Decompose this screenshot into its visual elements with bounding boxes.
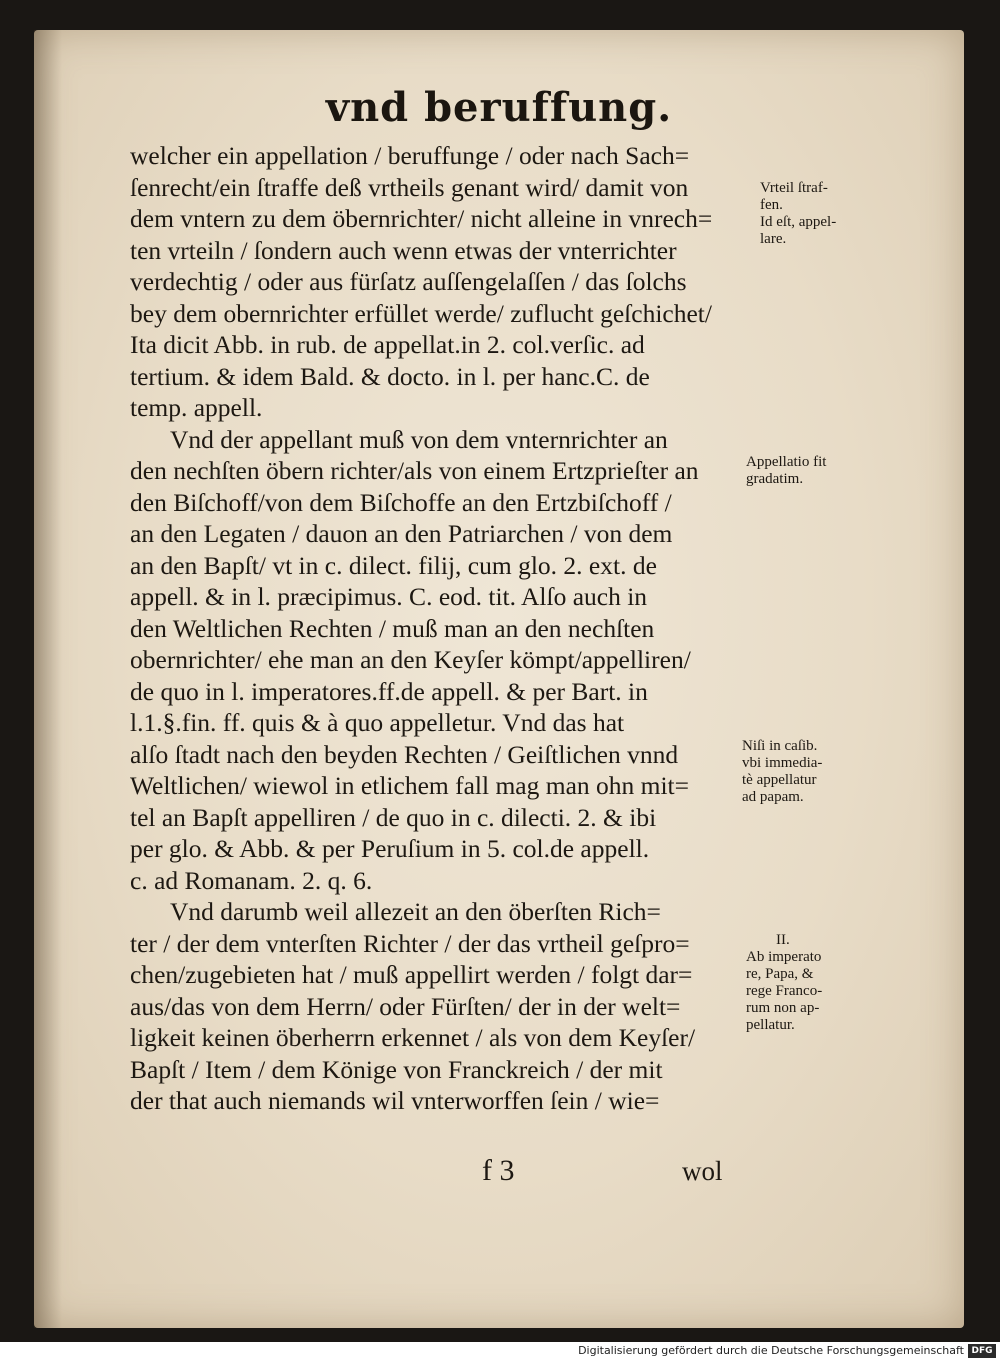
body-line: bey dem obernrichter erfüllet werde/ zuflucht geſchichet/	[130, 298, 712, 328]
body-line: Bapſt / Item / dem Könige von Franckreich / der mit	[130, 1054, 663, 1084]
marginal-note-line: tè appellatur	[742, 772, 817, 788]
body-line: Ita dicit Abb. in rub. de appellat.in 2. col.verſic. ad	[130, 330, 645, 359]
dfg-logo-icon: DFG	[968, 1344, 996, 1358]
body-line: der that auch niemands wil vnterworffen ſein / wie=	[130, 1086, 660, 1115]
footer-credit: Digitalisierung gefördert durch die Deutsche Forschungsgemeinschaft	[578, 1344, 964, 1357]
body-text	[130, 140, 750, 1117]
marginal-note-line: Ab imperato	[746, 949, 822, 965]
body-line: an den Bapſt/ vt in c. dilect. filij, cum glo. 2. ext. de	[130, 550, 657, 580]
body-line: dem vntern zu dem öbernrichter/ nicht alleine in vnrech=	[130, 204, 713, 233]
marginal-note	[746, 454, 826, 488]
marginal-note	[742, 738, 822, 806]
body-line: temp. appell.	[130, 393, 263, 422]
marginal-note-line: II.	[776, 932, 790, 948]
body-line: an den Legaten / dauon an den Patriarchen / von dem	[130, 519, 673, 548]
catchword: wol	[682, 1156, 723, 1186]
marginal-note-line: Id eſt, appel-	[760, 214, 837, 230]
body-line: tel an Bapſt appelliren / de quo in c. dilecti. 2. & ibi	[130, 802, 657, 832]
body-line: ligkeit keinen öberherrn erkennet / als von dem Keyſer/	[130, 1023, 696, 1052]
signature-mark: f 3	[482, 1154, 515, 1187]
marginal-note-line: Vrteil ſtraf-	[760, 180, 828, 196]
body-line: den Biſchoff/von dem Biſchoffe an den Ertzbiſchoff /	[130, 487, 672, 517]
body-line: obernrichter/ ehe man an den Keyſer kömpt/appelliren/	[130, 645, 691, 674]
body-line: c. ad Romanam. 2. q. 6.	[130, 865, 373, 895]
body-line: ten vrteiln / ſondern auch wenn etwas der vnterrichter	[130, 235, 677, 265]
running-head: vnd beruffung.	[325, 84, 673, 131]
body-line: Vnd der appellant muß von dem vnternrichter an	[170, 424, 668, 454]
body-line: per glo. & Abb. & per Peruſium in 5. col.de appell.	[130, 834, 650, 863]
body-line: den Weltlichen Rechten / muß man an den nechſten	[130, 613, 655, 643]
body-line: appell. & in l. præcipimus. C. eod. tit. Alſo auch in	[130, 582, 648, 611]
body-line: l.1.§.fin. ff. quis & à quo appelletur. Vnd das hat	[130, 708, 625, 737]
book-page	[34, 30, 964, 1328]
marginal-note-line: fen.	[760, 197, 783, 213]
digitization-footer	[0, 1342, 1000, 1361]
marginal-note-line: lare.	[760, 231, 787, 247]
body-line: de quo in l. imperatores.ff.de appell. & per Bart. in	[130, 676, 648, 706]
marginal-note-line: Appellatio fit	[746, 454, 827, 470]
body-line: aus/das von dem Herrn/ oder Fürſten/ der in der welt=	[130, 991, 681, 1021]
body-line: chen/zugebieten hat / muß appellirt werden / folgt dar=	[130, 960, 693, 989]
body-line: verdechtig / oder aus fürſatz auſſengelaſſen / das ſolchs	[130, 267, 687, 296]
marginal-note-line: re, Papa, &	[746, 966, 814, 982]
marginal-note	[746, 932, 822, 1034]
body-line: den nechſten öbern richter/als von einem Ertzprieſter an	[130, 456, 699, 485]
marginal-note-line: gradatim.	[746, 471, 804, 487]
body-line: Vnd darumb weil allezeit an den öberſten Rich=	[170, 897, 661, 926]
body-line: tertium. & idem Bald. & docto. in l. per hanc.C. de	[130, 361, 650, 391]
marginal-note-line: vbi immedia-	[742, 755, 823, 771]
body-line: alſo ſtadt nach den beyden Rechten / Geiſtlichen vnnd	[130, 739, 679, 769]
marginal-note-line: rege Franco-	[746, 983, 823, 999]
marginal-note-line: pellatur.	[746, 1017, 795, 1033]
page-gutter-shadow	[34, 30, 62, 1328]
marginal-note	[760, 180, 836, 248]
marginal-note-line: ad papam.	[742, 789, 804, 805]
body-line: welcher ein appellation / beruffunge / oder nach Sach=	[130, 141, 690, 170]
marginal-note-line: Niſi in caſib.	[742, 738, 818, 754]
body-line: ſenrecht/ein ſtraffe deß vrtheils genant wird/ damit von	[130, 172, 689, 202]
marginal-note-line: rum non ap-	[746, 1000, 820, 1016]
body-line: ter / der dem vnterſten Richter / der das vrtheil geſpro=	[130, 928, 690, 958]
body-line: Weltlichen/ wiewol in etlichem fall mag man ohn mit=	[130, 771, 690, 800]
